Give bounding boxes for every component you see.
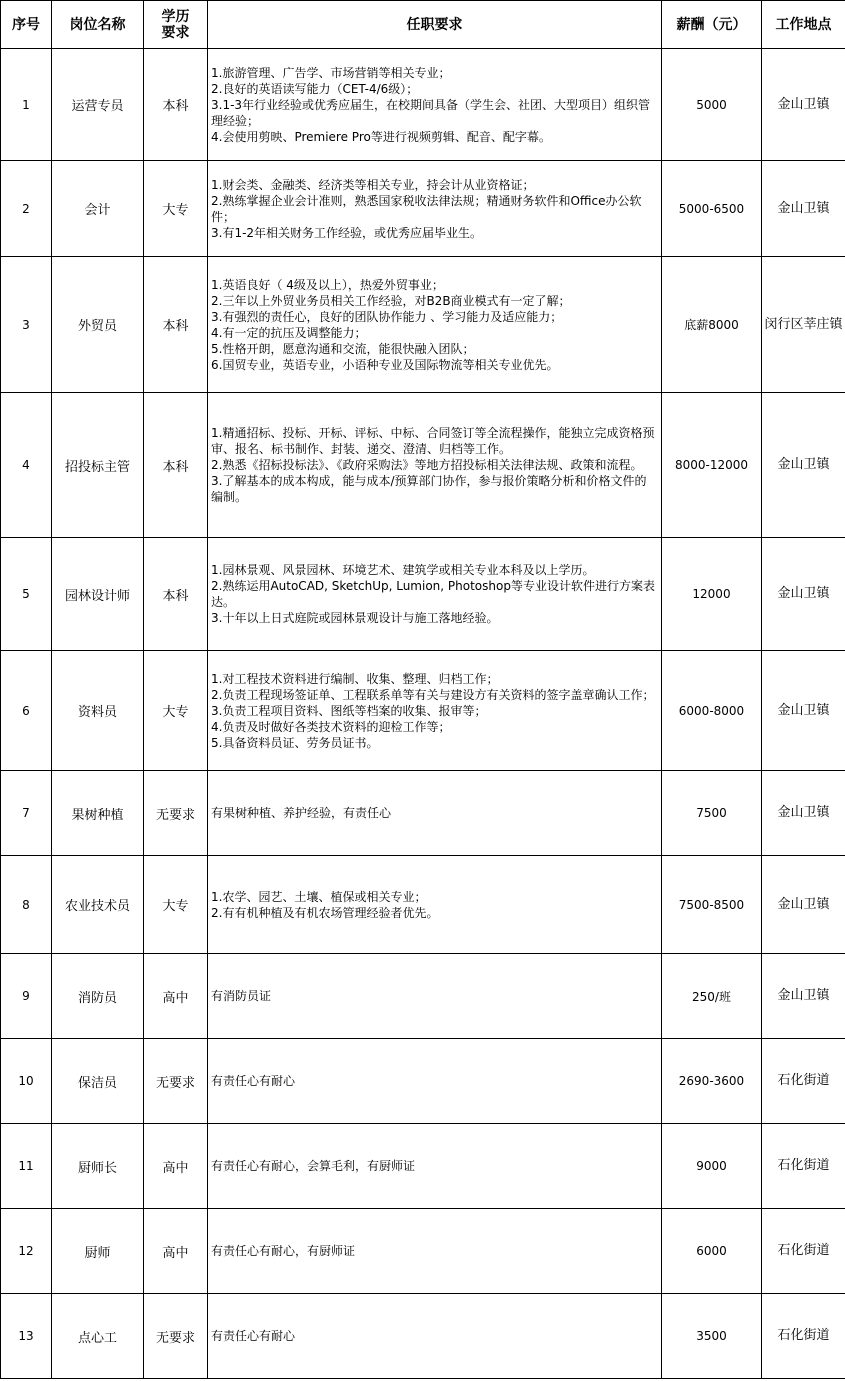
requirement-line: 3.十年以上日式庭院或园林景观设计与施工落地经验。: [211, 611, 499, 625]
row-education: 本科: [144, 49, 208, 161]
row-requirements: [208, 1294, 662, 1379]
row-position: 农业技术员: [52, 856, 144, 954]
row-location: 金山卫镇: [762, 771, 845, 856]
row-position: 厨师: [52, 1209, 144, 1294]
row-position: 外贸员: [52, 257, 144, 393]
row-position: 保洁员: [52, 1039, 144, 1124]
row-index: 12: [1, 1209, 52, 1294]
header-salary: 薪酬（元）: [662, 1, 762, 49]
row-education: 本科: [144, 257, 208, 393]
table-body: [1, 49, 845, 1379]
row-salary: 7500-8500: [662, 856, 762, 954]
row-education: 无要求: [144, 1294, 208, 1379]
row-salary: 6000-8000: [662, 651, 762, 771]
requirement-line: 2.熟练运用AutoCAD, SketchUp, Lumion, Photoshop等专业设计软件进行方案表达。: [211, 579, 655, 609]
table-row: [1, 1039, 845, 1124]
requirement-line: 1.英语良好（ 4级及以上），热爱外贸事业；: [211, 277, 444, 292]
row-salary: 2690-3600: [662, 1039, 762, 1124]
requirement-line: 1.园林景观、风景园林、环境艺术、建筑学或相关专业本科及以上学历。: [211, 563, 595, 577]
requirement-line: 5.性格开朗，愿意沟通和交流，能很快融入团队；: [211, 341, 475, 356]
requirement-line: 有责任心有耐心: [211, 1074, 296, 1088]
row-education: 本科: [144, 538, 208, 651]
row-education: 本科: [144, 393, 208, 538]
row-education: 大专: [144, 161, 208, 257]
row-salary: 底薪8000: [662, 257, 762, 393]
requirement-line: 1.旅游管理、广告学、市场营销等相关专业；: [211, 65, 451, 80]
row-requirements: [208, 257, 662, 393]
row-position: 资料员: [52, 651, 144, 771]
row-position: 会计: [52, 161, 144, 257]
header-education-label: 学历要求: [161, 8, 190, 41]
row-location: 金山卫镇: [762, 651, 845, 771]
row-index: 4: [1, 393, 52, 538]
table-row: [1, 954, 845, 1039]
row-index: 13: [1, 1294, 52, 1379]
row-education: 大专: [144, 651, 208, 771]
requirement-line: 2.负责工程现场签证单、工程联系单等有关与建设方有关资料的签字盖章确认工作；: [211, 687, 655, 702]
row-requirements: [208, 954, 662, 1039]
row-index: 5: [1, 538, 52, 651]
row-location: 石化街道: [762, 1209, 845, 1294]
row-education: 高中: [144, 1209, 208, 1294]
requirement-line: 4.有一定的抗压及调整能力；: [211, 325, 367, 340]
row-salary: 6000: [662, 1209, 762, 1294]
row-location: 石化街道: [762, 1039, 845, 1124]
table-row: [1, 393, 845, 538]
requirement-line: 2.熟练掌握企业会计准则，熟悉国家税收法律法规；精通财务软件和Office办公软件；: [211, 193, 642, 224]
row-location: 金山卫镇: [762, 538, 845, 651]
row-education: 高中: [144, 954, 208, 1039]
row-requirements: [208, 161, 662, 257]
table-row: [1, 1124, 845, 1209]
row-salary: 7500: [662, 771, 762, 856]
requirement-line: 6.国贸专业，英语专业，小语种专业及国际物流等相关专业优先。: [211, 357, 559, 372]
row-location: 石化街道: [762, 1124, 845, 1209]
row-position: 消防员: [52, 954, 144, 1039]
requirement-line: 2.熟悉《招标投标法》、《政府采购法》等地方招投标相关法律法规、政策和流程。: [211, 458, 643, 472]
header-location: 工作地点: [762, 1, 845, 49]
row-salary: 9000: [662, 1124, 762, 1209]
row-requirements: [208, 651, 662, 771]
header-index: 序号: [1, 1, 52, 49]
requirement-line: 有责任心有耐心，有厨师证: [211, 1244, 356, 1258]
row-index: 6: [1, 651, 52, 771]
requirement-line: 1.财会类、金融类、经济类等相关专业，持会计从业资格证；: [211, 177, 535, 192]
table-row: [1, 538, 845, 651]
row-education: 无要求: [144, 771, 208, 856]
row-position: 园林设计师: [52, 538, 144, 651]
table-row: [1, 161, 845, 257]
table-row: [1, 49, 845, 161]
requirement-line: 4.负责及时做好各类技术资料的迎检工作等；: [211, 719, 451, 734]
row-requirements: [208, 856, 662, 954]
header-education: [144, 1, 208, 49]
table-row: [1, 856, 845, 954]
requirement-line: 有消防员证: [211, 989, 272, 1003]
row-education: 高中: [144, 1124, 208, 1209]
requirement-line: 有责任心有耐心: [211, 1329, 296, 1343]
header-position: 岗位名称: [52, 1, 144, 49]
row-location: 金山卫镇: [762, 161, 845, 257]
requirement-line: 1.农学、园艺、土壤、植保或相关专业；: [211, 889, 427, 904]
row-location: 金山卫镇: [762, 856, 845, 954]
requirement-line: 4.会使用剪映、Premiere Pro等进行视频剪辑、配音、配字幕。: [211, 129, 551, 144]
header-requirements: 任职要求: [208, 1, 662, 49]
row-requirements: [208, 49, 662, 161]
row-location: 金山卫镇: [762, 954, 845, 1039]
requirement-line: 3.了解基本的成本构成，能与成本/预算部门协作，参与报价策略分析和价格文件的编制。: [211, 474, 647, 504]
row-requirements: [208, 1124, 662, 1209]
header-row: [1, 1, 845, 49]
requirement-line: 1.对工程技术资料进行编制、收集、整理、归档工作；: [211, 671, 499, 686]
row-requirements: [208, 771, 662, 856]
row-salary: 5000-6500: [662, 161, 762, 257]
requirement-line: 3.有强烈的责任心，良好的团队协作能力 、学习能力及适应能力；: [211, 309, 563, 324]
row-requirements: [208, 1039, 662, 1124]
row-location: 石化街道: [762, 1294, 845, 1379]
row-salary: 8000-12000: [662, 393, 762, 538]
row-salary: 3500: [662, 1294, 762, 1379]
row-index: 1: [1, 49, 52, 161]
requirement-line: 2.有有机种植及有机农场管理经验者优先。: [211, 905, 439, 920]
row-requirements: [208, 1209, 662, 1294]
row-education: 大专: [144, 856, 208, 954]
row-index: 3: [1, 257, 52, 393]
row-location: 金山卫镇: [762, 49, 845, 161]
row-location: 闵行区莘庄镇: [762, 257, 845, 393]
row-index: 7: [1, 771, 52, 856]
row-position: 点心工: [52, 1294, 144, 1379]
row-index: 9: [1, 954, 52, 1039]
row-salary: 5000: [662, 49, 762, 161]
row-position: 果树种植: [52, 771, 144, 856]
row-salary: 250/班: [662, 954, 762, 1039]
table-row: [1, 651, 845, 771]
requirement-line: 3.负责工程项目资料、图纸等档案的收集、报审等；: [211, 703, 487, 718]
row-salary: 12000: [662, 538, 762, 651]
requirement-line: 3.1-3年行业经验或优秀应届生，在校期间具备（学生会、社团、大型项目）组织管理经验；: [211, 97, 651, 128]
row-position: 运营专员: [52, 49, 144, 161]
row-index: 11: [1, 1124, 52, 1209]
row-location: 金山卫镇: [762, 393, 845, 538]
row-position: 厨师长: [52, 1124, 144, 1209]
requirement-line: 2.良好的英语读写能力（CET-4/6级）；: [211, 81, 419, 96]
row-requirements: [208, 538, 662, 651]
requirement-line: 有责任心有耐心，会算毛利，有厨师证: [211, 1159, 416, 1173]
row-position: 招投标主管: [52, 393, 144, 538]
requirement-line: 2.三年以上外贸业务员相关工作经验，对B2B商业模式有一定了解；: [211, 293, 571, 308]
table-row: [1, 1294, 845, 1379]
row-index: 8: [1, 856, 52, 954]
requirement-line: 3.有1-2年相关财务工作经验，或优秀应届毕业生。: [211, 225, 483, 240]
table-row: [1, 257, 845, 393]
requirement-line: 有果树种植、养护经验，有责任心: [211, 806, 392, 820]
row-index: 2: [1, 161, 52, 257]
table-row: [1, 771, 845, 856]
requirement-line: 5.具备资料员证、劳务员证书。: [211, 735, 379, 750]
row-index: 10: [1, 1039, 52, 1124]
table-row: [1, 1209, 845, 1294]
row-education: 无要求: [144, 1039, 208, 1124]
row-requirements: [208, 393, 662, 538]
requirement-line: 1.精通招标、投标、开标、评标、中标、合同签订等全流程操作，能独立完成资格预审、报名、标书制作、封装、递交、澄清、归档等工作。: [211, 426, 655, 456]
